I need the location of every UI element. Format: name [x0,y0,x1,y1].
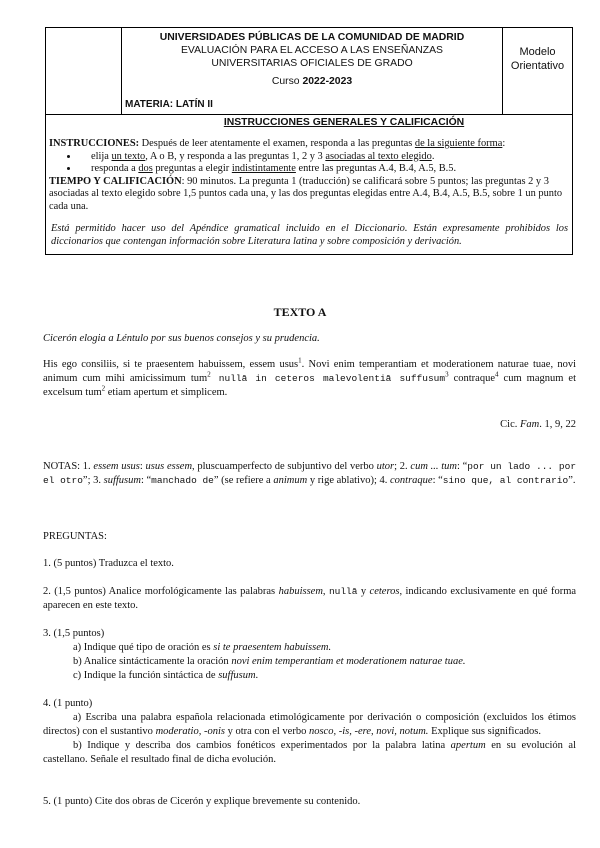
instructions-label: INSTRUCCIONES: [49,138,140,149]
b1-c: . [431,150,435,162]
header-top-row [46,28,572,115]
course-value: 2022-2023 [302,76,353,87]
footnote-ref-2: 2 [207,370,211,379]
q3a-latin: si te praesentem habuissem. [213,642,332,653]
latin-p1: His ego consiliis, si te praesentem habuissem, essem usus [43,359,299,370]
model-cell [503,28,572,114]
b1-u: un texto [111,150,146,162]
latin-p5: cum magnum et excelsum tum [43,373,577,398]
model-label: Modelo [519,46,556,58]
q3-a [43,641,576,655]
n1c: ; 2. [394,461,411,472]
subject: MATERIA: LATÍN II [125,99,213,110]
latin-p6: etiam apertum et simplicem. [105,387,228,398]
instruction-bullet-2 [79,163,569,176]
b2-u: dos [138,163,153,174]
header-center-cell [122,28,503,114]
n4b: ”. [568,475,576,486]
q3b-text: b) Analice sintácticamente la oración [73,656,232,667]
q4a-noun: moderatio, -onis [155,726,225,737]
dictionary-note: Está permitido hacer uso del Apéndice gramatical incluido en el Diccionario. Están expresamente prohibidos los diccionarios que contengan información sobre Literatura latina y sobre composición y derivación. [51,223,568,247]
question-5: 5. (1 punto) Cite dos obras de Cicerón y explique brevemente su contenido. [43,796,361,807]
q3-title: 3. (1,5 puntos) [43,628,105,639]
q3-c [43,669,576,683]
b1-u2: asociadas al texto elegido [325,150,432,162]
text-title: TEXTO A [273,305,327,319]
n4i: contraque [390,475,433,486]
q3c-text: c) Indique la función sintáctica de [73,670,219,681]
n4a: : “ [432,475,443,486]
citation [43,418,576,432]
cite-work: Fam [520,419,540,430]
q2c: y [357,586,370,597]
q3c-latin: suffusum [218,670,256,681]
n4m: sino que, al contrario [442,475,569,486]
footnote-ref-1: 1 [298,356,302,365]
q4a-text: a) Escriba una palabra española relacionada etimológicamente por derivación o composición (excluidos los étimos directos) con el sustantivo [43,712,576,737]
instructions-heading: INSTRUCCIONES GENERALES Y CALIFICACIÓN [223,117,465,128]
questions-heading: PREGUNTAS: [43,531,107,542]
q2i2: ceteros [369,586,400,597]
q3b-latin: novi enim temperantiam et moderationem naturae tuae. [231,656,466,667]
instructions-block [46,131,572,215]
instructions-lead: INSTRUCCIONES: Después de leer atentamente el examen, responda a las preguntas de la siguiente forma: [49,138,506,149]
b2-a: responda a [91,163,139,174]
time-and-grading [49,176,569,214]
n0: NOTAS: 1. [43,461,94,472]
n1i3: utor [376,461,395,472]
q4a-end: Explique sus significados. [428,726,542,737]
n3b: ” (se refiere a [213,475,274,486]
q4-b [43,739,576,767]
q4b-end: en su evolución al castellano. Señale el resultado final de dicha evolución. [43,740,576,765]
n3c: y rige ablativo); 4. [307,475,390,486]
q3a-text: a) Indique qué tipo de oración es [73,642,214,653]
text-intro: Cicerón elogia a Léntulo por sus buenos consejos y su prudencia. [43,333,320,344]
latin-text [43,358,576,400]
n2a: : “ [456,461,468,472]
b2-b: preguntas a elegir [152,163,232,174]
q4b-text: b) Indique y describa dos cambios fonéticos experimentados por la palabra latina [73,740,451,751]
time-text: : 90 minutos. La pregunta 1 (traducción) se calificará sobre 5 puntos; las preguntas 2 y 3 asociadas al texto elegido sobre 1,5 puntos cada una, y las dos preguntas elegidas entre A.4, B.4, A.5, B.5, sobre 1 un punto cada una. [49,175,563,212]
n3m: manchado de [151,475,214,486]
course-label: Curso [271,76,303,87]
instruction-bullet-1 [79,151,569,164]
q2b: , [322,586,329,597]
footnote-ref-4: 4 [495,370,499,379]
b1-b: , A o B, y responda a las preguntas 1, 2 y 3 [145,150,326,162]
course-line [122,75,502,88]
latin-p2: . Novi enim temperantiam et moderationem naturae tuae, novi animum cum mihi amicissimum tum [43,359,576,384]
q3c-end: . [255,670,259,681]
q4-title: 4. (1 punto) [43,698,93,709]
cite-b: . 1, 9, 22 [539,419,576,430]
q4a-mid: y otra con el verbo [224,726,309,737]
notes [43,460,576,488]
n2b: ”; 3. [82,475,104,486]
question-3 [43,627,576,683]
latin-p4: contraque [448,373,496,384]
question-1: 1. (5 puntos) Traduzca el texto. [43,558,174,569]
university-title: UNIVERSIDADES PÚBLICAS DE LA COMUNIDAD DE MADRID [159,32,465,43]
exam-title-line2: UNIVERSITARIAS OFICIALES DE GRADO [211,58,413,69]
instructions-text: Después de leer atentamente el examen, responda a las preguntas [139,138,415,149]
b2-u2: indistintamente [231,163,296,174]
b1-a: elija [91,150,112,162]
footnote-ref-3: 3 [445,370,449,379]
n2i: cum ... tum [410,461,457,472]
n3a: : “ [140,475,152,486]
time-label: TIEMPO Y CALIFICACIÓN [49,175,182,187]
cite-a: Cic. [500,419,520,430]
n1i2: usus essem [145,461,193,472]
n1b: , pluscuamperfecto de subjuntivo del verbo [192,461,377,472]
header-box [45,27,573,255]
q3-b [43,655,576,669]
footnote-ref-5: 2 [101,384,106,393]
q2i1: habuissem [278,586,323,597]
question-4 [43,697,576,767]
q4-a [43,711,576,739]
latin-p3: nullā in ceteros malevolentiā suffusum [210,373,446,384]
q2m: nullā [328,586,358,597]
n2m: por un lado ... por el otro [43,461,577,486]
n3i2: animum [273,475,308,486]
instructions-list [49,151,569,176]
question-2 [43,585,576,613]
q4b-latin: apertum [450,740,486,751]
n3i: suffusum [103,475,141,486]
n1i: essem usus [93,461,140,472]
n1a: : [139,461,146,472]
b2-c: entre las preguntas A.4, B.4, A.5, B.5. [295,163,457,174]
q2a: 2. (1,5 puntos) Analice morfológicamente las palabras [43,586,279,597]
q2d: , indicando exclusivamente en qué forma aparecen en este texto. [43,586,577,611]
q4a-verb: nosco, -is, -ere, novi, notum. [308,726,429,737]
logo-cell [46,28,122,114]
instructions-underlined: de la siguiente forma [414,138,503,149]
exam-title-line1: EVALUACIÓN PARA EL ACCESO A LAS ENSEÑANZAS [181,45,443,56]
model-type: Orientativo [510,60,565,72]
